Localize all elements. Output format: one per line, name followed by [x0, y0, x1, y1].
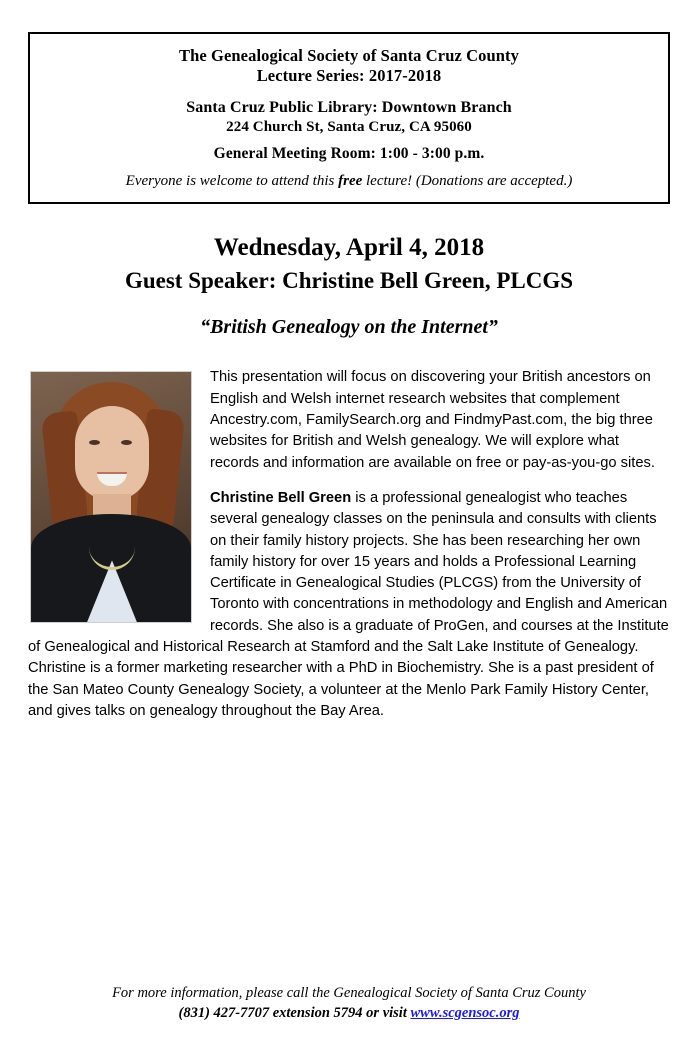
speaker-portrait-image [30, 371, 192, 623]
welcome-free-emphasis: free [338, 172, 363, 189]
header-info-box [28, 32, 670, 204]
welcome-prefix: Everyone is welcome to attend this [125, 172, 339, 189]
footer-info-line: For more information, please call the Genealogical Society of Santa Cruz County [112, 985, 586, 1001]
description-block [28, 367, 670, 722]
guest-speaker: Guest Speaker: Christine Bell Green, PLCGS [124, 268, 574, 294]
venue-address: 224 Church St, Santa Cruz, CA 95060 [226, 118, 472, 135]
lecture-series: Lecture Series: 2017-2018 [256, 66, 442, 86]
speaker-name-bold: Christine Bell Green [210, 489, 352, 506]
footer-phone-line [0, 1005, 698, 1022]
event-title-block [28, 232, 670, 339]
lecture-topic: “British Genealogy on the Internet” [200, 316, 498, 339]
welcome-note [40, 173, 658, 190]
portrait-face [75, 406, 149, 500]
event-date: Wednesday, April 4, 2018 [213, 233, 485, 261]
meeting-room-time: General Meeting Room: 1:00 - 3:00 p.m. [213, 145, 485, 163]
footer-phone-text: (831) 427-7707 extension 5794 or visit [178, 1005, 411, 1021]
flyer-page [0, 32, 698, 1056]
venue-name: Santa Cruz Public Library: Downtown Branch [186, 99, 512, 117]
society-name: The Genealogical Society of Santa Cruz County [179, 46, 519, 65]
presentation-paragraph: This presentation will focus on discovering your British ancestors on English and Welsh internet research websites that complement Ancestry.com, FamilySearch.org and FindmyPast.com, the big three websites for British and Welsh genealogy. We will explore what records and information are available on free or pay-as-you-go sites. [210, 369, 655, 471]
welcome-suffix: lecture! (Donations are accepted.) [362, 172, 573, 189]
footer-contact [0, 985, 698, 1022]
biography-text: is a professional genealogist who teaches several genealogy classes on the peninsula and consults with clients on their family history projects. She has been researching her own family history for over 15 years and holds a Professional Learning Certificate in Genealogical Studies (PLCGS) from the University of Toronto with concentrations in methodology and English and American records. She also is a graduate of ProGen, and courses at the Institute of Genealogical and Historical Research at Stamford and the Salt Lake Institute of Genealogy. Christine is a former marketing researcher with a PhD in Biochemistry. She is a past president of the San Mateo County Genealogy Society, a volunteer at the Menlo Park Family History Center, and gives talks on genealogy throughout the Bay Area. [28, 489, 669, 720]
website-link[interactable]: www.scgensoc.org [410, 1005, 520, 1021]
